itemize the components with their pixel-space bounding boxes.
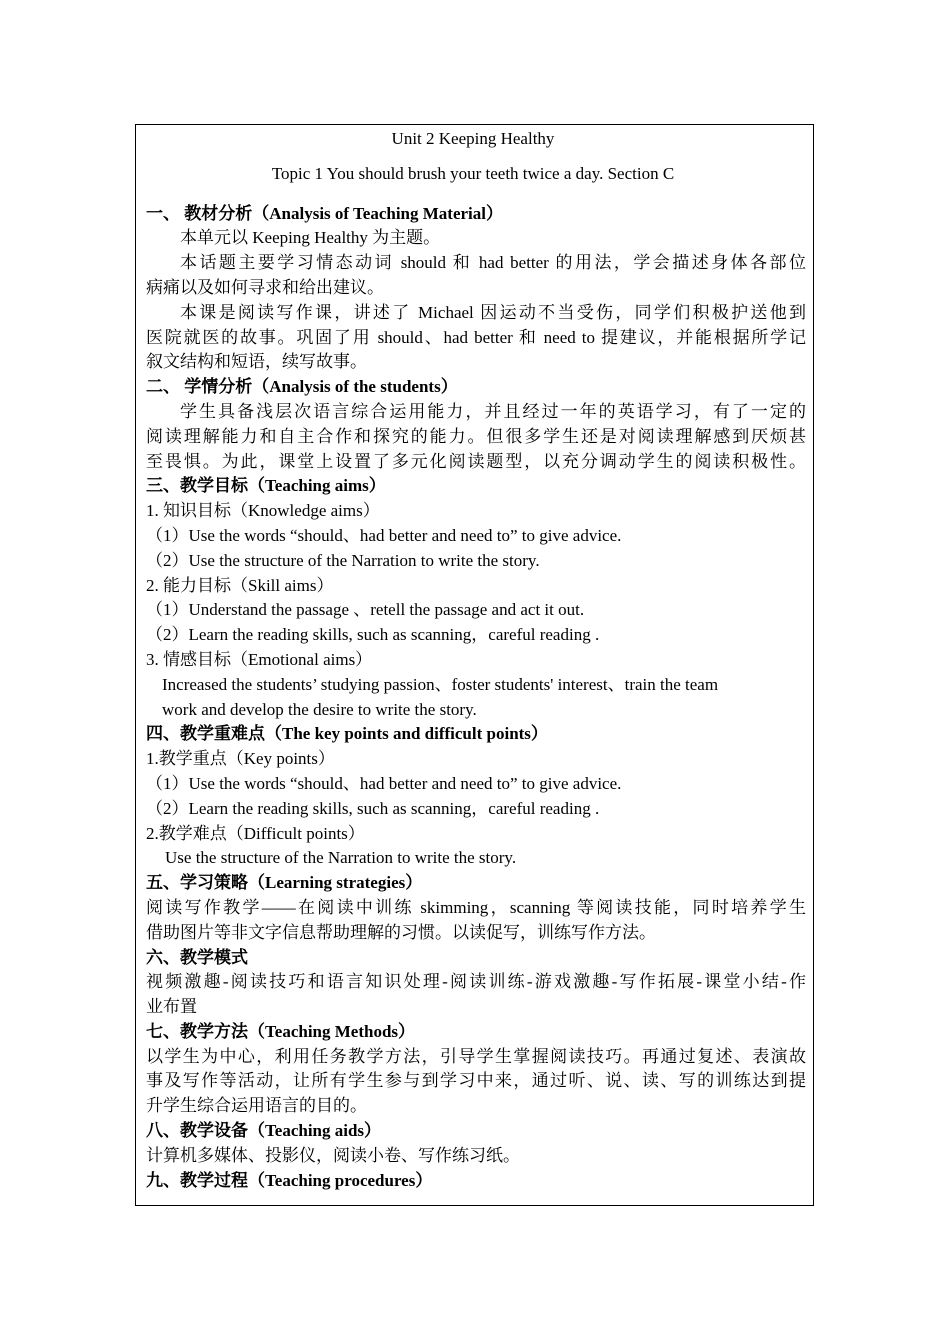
list-item: Use the structure of the Narration to write the story. [165, 848, 517, 868]
paragraph: 学生具备浅层次语言综合运用能力，并且经过一年的英语学习，有了一定的 [180, 401, 806, 421]
subheading-emotional: 3. 情感目标（Emotional aims） [146, 649, 373, 669]
list-item: （2）Learn the reading skills, such as scanning，careful reading . [146, 625, 600, 645]
unit-title: Unit 2 Keeping Healthy [391, 129, 555, 148]
list-item: （1）Use the words “should、had better and need to” to give advice. [146, 525, 622, 545]
list-item: （2）Learn the reading skills, such as scanning，careful reading . [146, 798, 600, 818]
paragraph: 本话题主要学习情态动词 should 和 had better 的用法，学会描述身体各部位 [180, 253, 806, 273]
subheading-skill: 2. 能力目标（Skill aims） [146, 575, 334, 595]
paragraph: 阅读写作教学——在阅读中训练 skimming，scanning 等阅读技能，同时培养学生 [146, 897, 806, 917]
list-item: work and develop the desire to write the story. [162, 699, 477, 719]
paragraph: 借助图片等非文字信息帮助理解的习惯。以读促写，训练写作方法。 [146, 922, 656, 942]
section-heading-aims: 三、教学目标（Teaching aims） [146, 476, 386, 496]
lesson-plan-content [146, 127, 806, 1193]
topic-title: Topic 1 You should brush your teeth twice a day. Section C [271, 163, 675, 183]
paragraph: 事及写作等活动，让所有学生参与到学习中来，通过听、说、读、写的训练达到提 [146, 1071, 806, 1091]
paragraph: 本单元以 Keeping Healthy 为主题。 [180, 228, 441, 248]
paragraph: 业布置 [146, 997, 197, 1017]
paragraph: 升学生综合运用语言的目的。 [146, 1096, 367, 1116]
section-heading-procedures: 九、教学过程（Teaching procedures） [146, 1170, 433, 1190]
paragraph: 以学生为中心，利用任务教学方法，引导学生掌握阅读技巧。再通过复述、表演故 [146, 1046, 806, 1066]
subheading-difficult-points: 2.教学难点（Difficult points） [146, 823, 365, 843]
section-heading-key-points: 四、教学重难点（The key points and difficult points） [146, 724, 548, 744]
paragraph: 医院就医的故事。巩固了用 should、had better 和 need to 提建议，并能根据所学记 [146, 327, 806, 347]
paragraph: 视频激趣-阅读技巧和语言知识处理-阅读训练-游戏激趣-写作拓展-课堂小结-作 [146, 972, 806, 992]
paragraph: 阅读理解能力和自主合作和探究的能力。但很多学生还是对阅读理解感到厌烦甚 [146, 426, 806, 446]
list-item: （1）Understand the passage 、retell the passage and act it out. [146, 600, 585, 620]
subheading-key-points: 1.教学重点（Key points） [146, 749, 335, 769]
list-item: （1）Use the words “should、had better and need to” to give advice. [146, 773, 622, 793]
paragraph: 至畏惧。为此，课堂上设置了多元化阅读题型，以充分调动学生的阅读积极性。 [146, 451, 806, 471]
paragraph: 叙文结构和短语，续写故事。 [146, 352, 367, 372]
section-heading-mode: 六、教学模式 [146, 947, 248, 967]
section-heading-strategies: 五、学习策略（Learning strategies） [146, 873, 423, 893]
paragraph: 本课是阅读写作课，讲述了 Michael 因运动不当受伤，同学们积极护送他到 [180, 302, 806, 322]
paragraph: 计算机多媒体、投影仪，阅读小卷、写作练习纸。 [146, 1145, 520, 1165]
paragraph: 病痛以及如何寻求和给出建议。 [146, 277, 384, 297]
subheading-knowledge: 1. 知识目标（Knowledge aims） [146, 501, 380, 521]
section-heading-aids: 八、教学设备（Teaching aids） [146, 1121, 382, 1141]
section-heading-methods: 七、教学方法（Teaching Methods） [146, 1021, 416, 1041]
list-item: （2）Use the structure of the Narration to write the story. [146, 550, 540, 570]
section-heading-students: 二、 学情分析（Analysis of the students） [146, 377, 458, 397]
section-heading-material: 一、 教材分析（Analysis of Teaching Material） [146, 203, 504, 223]
lesson-plan-table [135, 124, 814, 1206]
list-item: Increased the students’ studying passion、foster students' interest、train the team [162, 674, 719, 694]
